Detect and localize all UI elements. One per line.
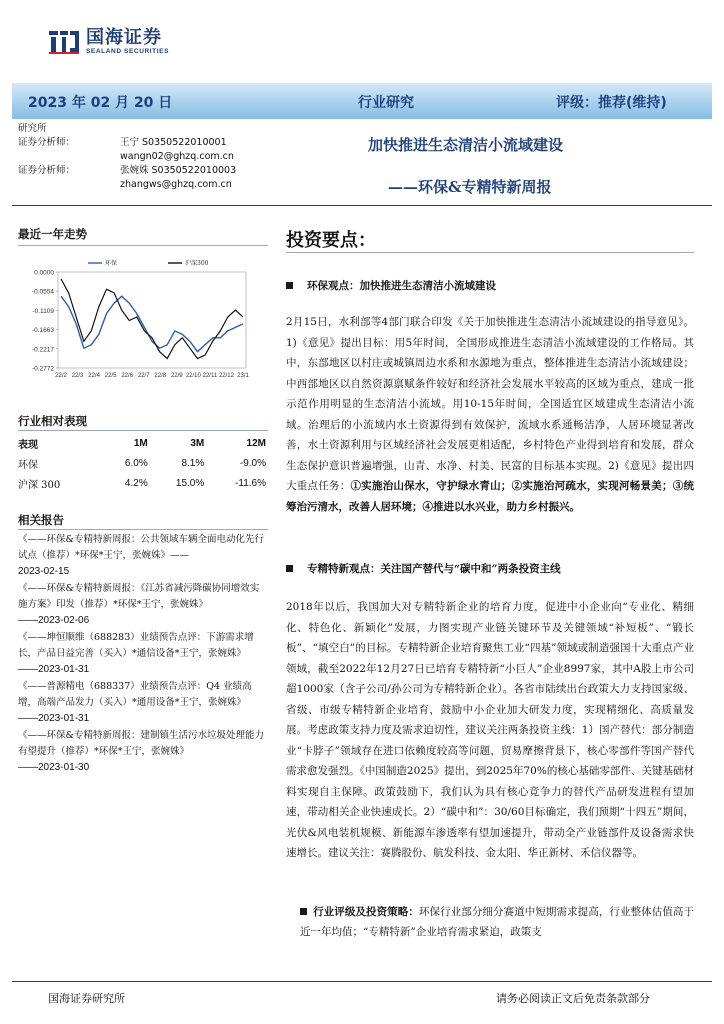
report-date: 2023-02-15 <box>18 566 70 577</box>
table-cell: 4.2% <box>124 477 148 489</box>
x-tick-label: 22/7 <box>137 373 150 379</box>
footer-divider <box>12 981 712 982</box>
strategy-text: 环保行业部分细分赛道中短期需求提高，行业整体估值高于近一年均值；“专精特新”企业培育需求紧迫，政策支 <box>300 906 695 938</box>
report-text: 《——普源精电（688337）业绩预告点评：Q4 业绩高增，高端产品发力（买入）*通用设备*王宁，张婉姝》 <box>18 681 252 708</box>
report-text: 《——坤恒顺维（688283）业绩预告点评：下游需求增长，产品日益完善（买入）*通信设备*王宁，张婉姝》 <box>18 632 254 659</box>
plot-area-frame <box>58 272 246 368</box>
trend-heading: 最近一年走势 <box>18 227 87 241</box>
reports-divider <box>18 529 268 530</box>
table-cell: -11.6% <box>235 477 266 489</box>
perf-divider <box>18 430 268 431</box>
paragraph-text: 2018年以后，我国加大对专精特新企业的培育力度，促进中小企业向“专业化、精细化、特色化、新颖化”发展，力图实现产业链关键环节及关键领域“补短板”、“锻长板”、“填空白”的目标。专精特新企业培育聚焦工业“四基”领域或制造强国十大重点产业领域，截至2022年12月27日已培育专精特新“小巨人”企业8997家，其中A股上市公司超1000家（含子公司/孙公司为专精特新企业）。各省市陆续出台政策大力支持国家级、省级、市级专精特新企业培育，鼓励中小企业加大研发力度，实现精细化、高质量发展。考虑政策支持力度及需求迫切性，建议关注两条投资主线：1）国产替代：部分制造业“卡脖子”领域存在进口依赖度较高等问题，贸易摩擦背景下，核心零部件等国产替代需求愈发强烈。《中国制造2025》提出，到2025年70%的核心基础零部件、关键基础材料实现自主保障。政策鼓励下，我们认为具有核心竞争力的替代产品研发进程有望加速，带动相关企业快速成长。2）“碳中和”：30/60目标确定，我们预期“十四五”期间，光伏&风电装机规模、新能源车渗透率有望加速提升，带动全产业链部件及设备需求快速增长。建议关注：赛腾股份、航发科技、金太阳、华正新材、禾信仪器等。 <box>286 601 694 859</box>
section-title: 环保观点：加快推进生态清洁小流域建设 <box>307 280 496 292</box>
list-item[interactable] <box>18 679 268 727</box>
y-tick-label: -0.2217 <box>31 346 54 354</box>
report-date: ——2023-01-31 <box>18 713 90 724</box>
series-line-env <box>61 296 243 352</box>
analyst2-id: 张婉姝 S0350522010003 <box>120 165 237 176</box>
header-divider <box>12 205 712 206</box>
y-tick-label: -0.2772 <box>31 365 54 373</box>
x-tick-label: 22/12 <box>218 373 234 379</box>
report-text: 《——环保&专精特新周报：《江苏省减污降碳协同增效实施方案》印发（推荐）*环保*王宁，张婉姝》 <box>18 583 260 610</box>
analyst1-role: 证券分析师： <box>18 137 76 148</box>
report-text: 《——环保&专精特新周报：公共领域车辆全面电动化先行试点（推荐）*环保*王宁，张婉姝》—— <box>18 534 264 561</box>
report-text: 《——环保&专精特新周报：建制镇生活污水垃圾处理能力有望提升（推荐）*环保*王宁，张婉姝》 <box>18 730 264 757</box>
table-cell: 6.0% <box>124 457 148 469</box>
analyst1-email: wangn02@ghzq.com.cn <box>120 151 234 162</box>
perf-heading: 行业相对表现 <box>18 414 87 428</box>
analyst1-id: 王宁 S0350522010001 <box>120 137 227 148</box>
trend-chart <box>18 258 253 388</box>
y-tick-label: 0.0000 <box>34 269 54 277</box>
bullet-square-icon <box>300 908 307 915</box>
report-title: 加快推进生态清洁小流域建设 <box>368 136 564 154</box>
table-cell: 15.0% <box>175 477 205 489</box>
strategy-bullet <box>300 902 694 942</box>
brand-name-en: SEALAND SECURITIES <box>86 48 170 55</box>
section-heading-sxtx <box>286 561 561 576</box>
legend-label: 环保 <box>105 260 118 267</box>
report-category: 行业研究 <box>358 95 414 111</box>
table-row <box>18 453 266 473</box>
table-header-row <box>18 433 266 453</box>
related-reports <box>18 532 268 777</box>
x-tick-label: 22/4 <box>88 373 100 379</box>
table-row <box>18 473 266 493</box>
y-tick-label: -0.0554 <box>31 288 54 296</box>
list-item[interactable] <box>18 532 268 580</box>
brand-logo <box>48 28 169 56</box>
reports-heading: 相关报告 <box>18 513 64 527</box>
footer-disclaimer: 请务必阅读正文后免责条款部分 <box>496 992 650 1005</box>
section-heading-env <box>286 278 496 293</box>
list-item[interactable] <box>18 581 268 629</box>
brand-name-cn: 国海证券 <box>86 27 162 48</box>
x-tick-label: 22/2 <box>55 373 67 379</box>
legend-label: 沪深300 <box>185 260 209 267</box>
table-header-cell: 12M <box>246 437 266 449</box>
y-tick-label: -0.1109 <box>32 307 54 315</box>
x-tick-label: 22/3 <box>71 373 84 379</box>
analyst2-email: zhangws@ghzq.com.cn <box>120 179 232 190</box>
x-tick-label: 22/6 <box>121 373 134 379</box>
institute-label: 研究所 <box>18 123 47 134</box>
x-tick-label: 22/9 <box>170 373 183 379</box>
table-cell: 8.1% <box>181 457 205 469</box>
x-tick-label: 22/8 <box>154 373 167 379</box>
list-item[interactable] <box>18 728 268 776</box>
report-subtitle: ——环保&专精特新周报 <box>388 178 552 196</box>
section-title: 专精特新观点：关注国产替代与“碳中和”两条投资主线 <box>307 563 561 575</box>
report-date: ——2023-02-06 <box>18 615 90 626</box>
strategy-label: 行业评级及投资策略： <box>313 906 419 918</box>
bullet-square-icon <box>286 565 293 572</box>
analyst2-role: 证券分析师： <box>18 165 76 176</box>
x-tick-label: 22/10 <box>185 373 201 379</box>
list-item[interactable] <box>18 630 268 678</box>
investment-highlights-heading: 投资要点： <box>286 230 376 251</box>
x-tick-label: 22/5 <box>104 373 117 379</box>
table-header-cell: 3M <box>190 437 205 449</box>
paragraph-text: 2月15日，水利部等4部门联合印发《关于加快推进生态清洁小流域建设的指导意见》。1)《意见》提出目标：用5年时间，全国形成推进生态清洁小流域建设的工作格局。其中，东部地区以村庄或城镇周边水系和水源地为重点，整体推进生态清洁小流域建设；中西部地区以自然资源禀赋条件较好和经济社会发展水平较高的区域为重点，建成一批示范作用明显的生态清洁小流域。用10-15年时间，全国适宜区域建成生态清洁小流域。治理后的小流域内水土资源得到有效保护，流域水系通畅洁净，人居环境显著改善，水土资源利用与区域经济社会发展更相适配，乡村特色产业得到培育和发展，群众生态保护意识普遍增强，山青、水净、村美、民富的目标基本实现。2)《意见》提出四大重点任务： <box>286 316 694 492</box>
performance-table <box>18 433 266 493</box>
footer-institute: 国海证券研究所 <box>48 992 125 1005</box>
table-cell: -9.0% <box>239 457 266 469</box>
table-cell: 沪深 300 <box>18 479 61 491</box>
paragraph-bold-text: ①实施治山保水，守护绿水青山；②实施治河疏水，实现河畅景美；③统筹治污清水，改善人居环境；④推进以水兴业，助力乡村振兴。 <box>286 480 695 513</box>
x-tick-label: 22/11 <box>202 373 218 379</box>
y-tick-label: -0.1663 <box>31 327 54 335</box>
report-banner <box>12 83 712 119</box>
report-date: ——2023-01-30 <box>18 762 90 773</box>
table-header-cell: 1M <box>133 437 148 449</box>
bullet-square-icon <box>286 282 293 289</box>
env-paragraph <box>286 312 694 517</box>
x-tick-label: 23/1 <box>237 373 249 379</box>
report-date: 2023 年 02 月 20 日 <box>28 95 173 111</box>
report-rating: 评级：推荐(维持) <box>556 95 667 111</box>
table-header-cell: 表现 <box>18 439 38 451</box>
sealand-logo-icon <box>48 29 80 55</box>
report-date: ——2023-01-31 <box>18 664 90 675</box>
table-cell: 环保 <box>18 459 38 471</box>
main-divider <box>286 252 694 253</box>
trend-divider <box>18 245 268 246</box>
sxtx-paragraph <box>286 597 694 864</box>
